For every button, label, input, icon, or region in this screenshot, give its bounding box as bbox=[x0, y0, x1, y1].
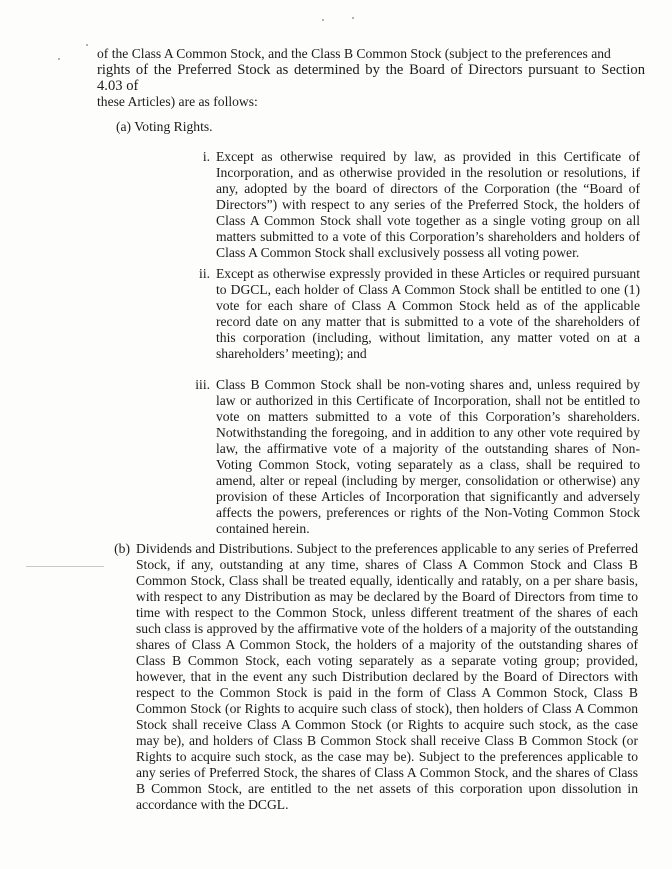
dividends-label: (b) bbox=[114, 541, 130, 556]
item-numeral: iii. bbox=[195, 377, 210, 392]
item-text: Class B Common Stock shall be non-voting shares and, unless required by law or authorized in this Certificate of Incorporation, shall not be entitled to vote on matters submitted to a vote of this Corporation’s shareholders. Notwithstanding the foregoing, and in addition to any other vote required by law, the affirmative vote of a majority of the outstanding shares of Non-Voting Common Stock, voting separately as a class, shall be required to amend, alter or repeal (including by merger, consolidation or otherwise) any provision of these Articles of Incorporation that significantly and adversely affects the powers, preferences or rights of the Non-Voting Common Stock contained herein. bbox=[216, 377, 640, 536]
item-text: Except as otherwise required by law, as provided in this Certificate of Incorporation, and as otherwise provided in the resolution or resolutions, if any, adopted by the board of directors of the Corporation (the “Board of Directors”) with respect to any series of the Preferred Stock, the holders of Class A Common Stock shall vote together as a single voting group on all matters submitted to a vote of this Corporation’s shareholders and holders of Class A Common Stock shall exclusively possess all voting power. bbox=[216, 149, 640, 260]
scan-line-mark bbox=[26, 566, 104, 567]
intro-line: of the Class A Common Stock, and the Class B Common Stock (subject to the preferences and bbox=[97, 46, 611, 61]
item-numeral: ii. bbox=[199, 266, 210, 281]
intro-line: these Articles) are as follows: bbox=[97, 94, 258, 109]
dividends-text: Dividends and Distributions. Subject to the preferences applicable to any series of Preferred Stock, if any, outstanding at any time, shares of Class A Common Stock and Class B Common Stock, Class shall be treated equally, identically and ratably, on a per share basis, with respect to any Distribution as may be declared by the Board of Directors from time to time with respect to the Common Stock, unless different treatment of the shares of each such class is approved by the affirmative vote of the holders of a majority of the outstanding shares of Class A Common Stock, the holders of a majority of the outstanding shares of Class B Common Stock, each voting separately as a separate voting group; provided, however, that in the event any such Distribution declared by the Board of Directors with respect to the Common Stock is paid in the form of Class A Common Stock, Class B Common Stock (or Rights to acquire such class of stock), then holders of Class A Common Stock shall receive Class A Common Stock (or Rights to acquire such stock, as the case may be), and holders of Class B Common Stock shall receive Class B Common Stock (or Rights to acquire such stock, as the case may be). Subject to the preferences applicable to any series of Preferred Stock, the shares of Class A Common Stock, and the shares of Class B Common Stock, are entitled to the net assets of this corporation upon dissolution in accordance with the DCGL. bbox=[136, 541, 638, 812]
voting-rights-item-i bbox=[202, 149, 640, 261]
intro-paragraph bbox=[97, 46, 645, 110]
item-numeral: i. bbox=[202, 149, 210, 164]
dividends-paragraph bbox=[114, 541, 638, 813]
voting-rights-item-ii bbox=[199, 266, 640, 362]
item-text: Except as otherwise expressly provided in these Articles or required pursuant to DGCL, each holder of Class A Common Stock shall be entitled to one (1) vote for each share of Class A Common Stock held as of the applicable record date on any matter that is submitted to a vote of the shareholders of this corporation (including, without limitation, any matter voted on at a shareholders’ meeting); and bbox=[216, 266, 640, 361]
intro-line: rights of the Preferred Stock as determined by the Board of Directors pursuant to Section 4.03 of bbox=[97, 62, 645, 94]
voting-rights-heading: (a) Voting Rights. bbox=[116, 119, 213, 134]
voting-rights-item-iii bbox=[195, 377, 640, 537]
